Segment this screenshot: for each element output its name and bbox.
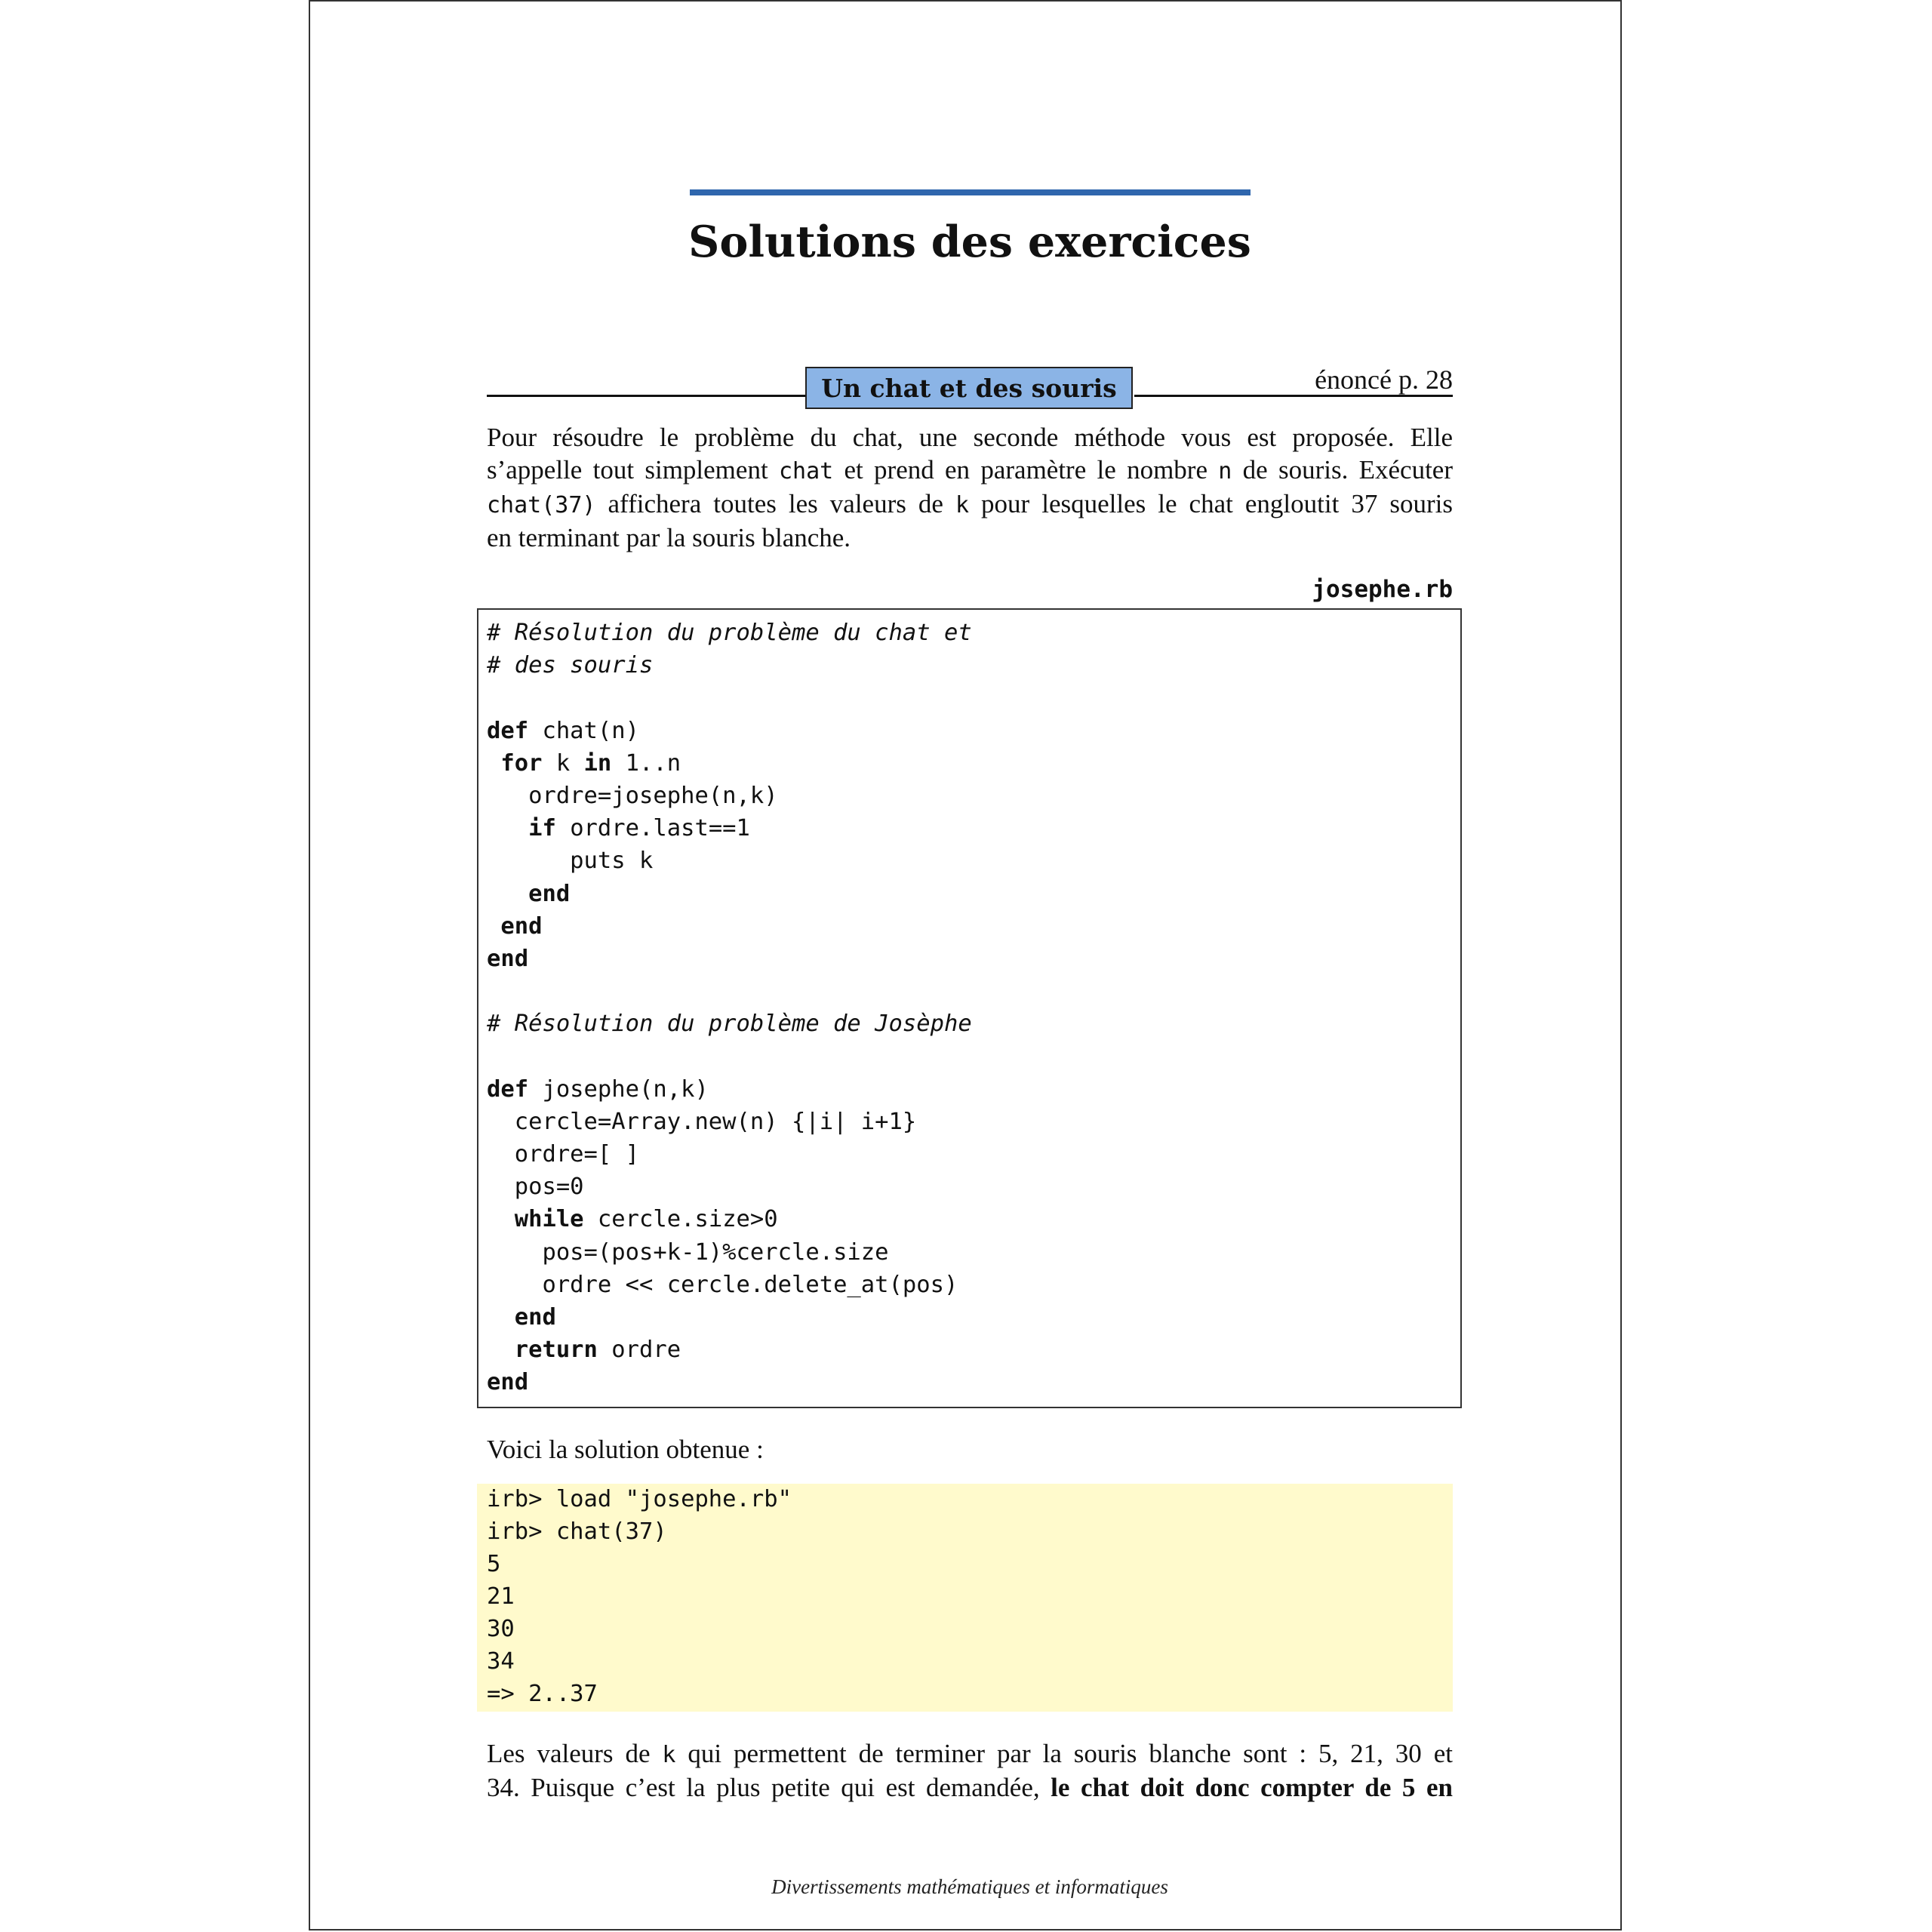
code-comment: # Résolution du problème de Josèphe xyxy=(487,1011,972,1038)
text-run: de souris. Exécuter xyxy=(1232,455,1453,485)
code-keyword: end xyxy=(500,912,543,940)
code-keyword: end xyxy=(528,880,571,907)
text-run: Les valeurs de xyxy=(487,1739,663,1768)
intro-paragraph xyxy=(487,421,1453,554)
code-filename: josephe.rb xyxy=(1312,576,1453,603)
code-blank-line xyxy=(487,975,1445,1008)
code-keyword: def xyxy=(487,717,529,744)
inline-code: k xyxy=(662,1742,676,1768)
code-keyword: if xyxy=(528,815,556,842)
section-title: Un chat et des souris xyxy=(805,367,1133,409)
code-text: k xyxy=(542,749,584,777)
code-indent xyxy=(487,1304,515,1331)
text-run: pour lesquelles le chat engloutit 37 souris xyxy=(969,489,1453,518)
code-text: 1..n xyxy=(611,749,681,777)
code-line: ordre=josephe(n,k) xyxy=(487,782,778,809)
code-line: cercle=Array.new(n) {|i| i+1} xyxy=(487,1108,917,1135)
text-run: et prend en paramètre le nombre xyxy=(833,455,1219,485)
code-keyword: in xyxy=(583,749,612,777)
inline-code: chat(37) xyxy=(487,492,596,518)
inline-code: n xyxy=(1218,458,1232,485)
code-text: ordre xyxy=(597,1337,681,1364)
text-run: 34. Puisque c’est la plus petite qui est demandée, xyxy=(487,1773,1051,1802)
code-comment: # Résolution du problème du chat et xyxy=(487,620,972,646)
code-listing xyxy=(487,617,1445,1399)
inline-code: k xyxy=(955,492,970,518)
conclusion-paragraph xyxy=(487,1737,1453,1804)
intro-line-4: en terminant par la souris blanche. xyxy=(487,523,851,552)
irb-line: => 2..37 xyxy=(487,1681,598,1707)
code-keyword: end xyxy=(487,1369,529,1396)
irb-line: 21 xyxy=(487,1583,515,1610)
conclusion-line-2 xyxy=(487,1771,1453,1804)
page-footer: Divertissements mathématiques et informatiques xyxy=(771,1875,1168,1898)
irb-line: irb> load "josephe.rb" xyxy=(487,1486,792,1512)
code-indent xyxy=(487,913,500,940)
code-line: ordre << cercle.delete_at(pos) xyxy=(487,1271,958,1298)
code-indent xyxy=(487,750,500,777)
intro-line-2 xyxy=(487,454,1453,488)
text-run: s’appelle tout simplement xyxy=(487,455,779,485)
bold-text: le chat doit donc compter de 5 en xyxy=(1051,1773,1453,1802)
code-text: chat(n) xyxy=(528,717,639,744)
code-comment: # des souris xyxy=(487,652,654,679)
inline-code: chat xyxy=(778,458,834,485)
irb-session xyxy=(487,1483,1445,1710)
code-line xyxy=(487,943,1445,975)
code-indent xyxy=(487,1206,515,1232)
intro-line-3 xyxy=(487,488,1453,521)
code-text: cercle.size>0 xyxy=(583,1206,778,1233)
irb-line: irb> chat(37) xyxy=(487,1518,667,1545)
section-rule-left xyxy=(487,395,808,397)
code-line xyxy=(487,747,1445,780)
code-line: ordre=[ ] xyxy=(487,1141,639,1168)
code-text: ordre.last==1 xyxy=(555,815,750,842)
code-blank-line xyxy=(487,681,1445,714)
code-line: pos=0 xyxy=(487,1174,584,1201)
section-reference: énoncé p. 28 xyxy=(1315,365,1453,395)
code-keyword: while xyxy=(514,1206,584,1233)
code-line xyxy=(487,910,1445,943)
code-indent xyxy=(487,1337,515,1363)
title-rule xyxy=(690,189,1251,195)
text-run: affichera toutes les valeurs de xyxy=(595,489,955,518)
irb-line: 30 xyxy=(487,1616,515,1642)
code-line xyxy=(487,1366,1445,1398)
irb-line: 34 xyxy=(487,1648,515,1675)
code-line xyxy=(487,715,1445,747)
solution-intro: Voici la solution obtenue : xyxy=(487,1435,764,1464)
code-line xyxy=(487,878,1445,910)
code-line xyxy=(487,1073,1445,1106)
code-line: pos=(pos+k-1)%cercle.size xyxy=(487,1238,889,1266)
code-indent xyxy=(487,881,528,907)
text-run: qui permettent de terminer par la souris blanche sont : 5, 21, 30 et xyxy=(675,1739,1453,1768)
irb-line: 5 xyxy=(487,1551,501,1577)
code-keyword: for xyxy=(500,749,543,777)
code-blank-line xyxy=(487,1040,1445,1072)
code-line: puts k xyxy=(487,848,654,875)
code-keyword: def xyxy=(487,1075,529,1103)
code-keyword: end xyxy=(487,945,529,972)
code-line xyxy=(487,1334,1445,1366)
chapter-title: Solutions des exercices xyxy=(688,217,1251,267)
conclusion-line-1 xyxy=(487,1737,1453,1771)
code-line xyxy=(487,1203,1445,1235)
intro-line-1: Pour résoudre le problème du chat, une seconde méthode vous est proposée. Elle xyxy=(487,423,1453,452)
code-indent xyxy=(487,815,528,841)
code-line xyxy=(487,1301,1445,1334)
code-keyword: end xyxy=(514,1303,556,1331)
code-text: josephe(n,k) xyxy=(528,1075,709,1103)
code-keyword: return xyxy=(514,1337,598,1364)
code-line xyxy=(487,812,1445,844)
